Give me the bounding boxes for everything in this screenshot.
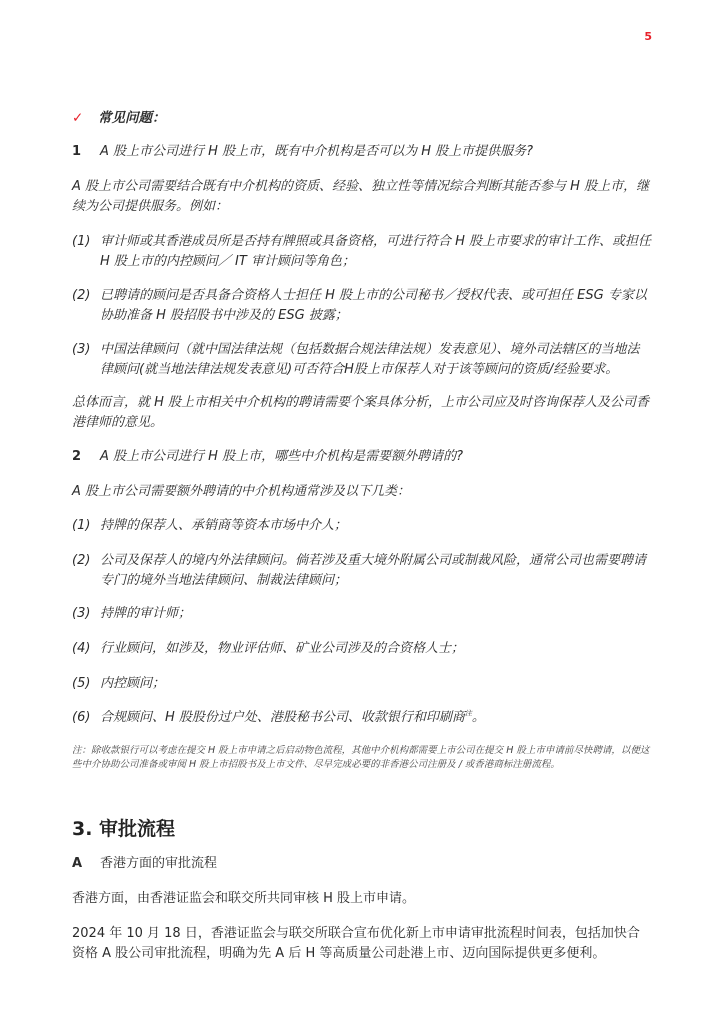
footnote: 注：除收款银行可以考虑在提交 H 股上市申请之后启动物色流程，其他中介机构都需要上市公司在提交 H 股上市申请前尽快聘请，以便这些中介协助公司准备或审阅 H 股上市招股书及上市文件、尽早完成必要的非香港公司注册及 / 或香港商标注册流程。	[72, 745, 650, 770]
item-number: (4)	[72, 641, 91, 656]
faq-heading-text: 常见问题：	[98, 110, 166, 126]
answer-2-item-6	[72, 708, 652, 728]
item-number: (1)	[72, 234, 91, 249]
item-number: (5)	[72, 676, 91, 691]
answer-1-item-2	[72, 286, 652, 326]
question-2-text: A 股上市公司进行 H 股上市，哪些中介机构是需要额外聘请的?	[100, 449, 463, 464]
item-text: 公司及保荐人的境内外法律顾问。倘若涉及重大境外附属公司或制裁风险，通常公司也需要聘请专门的境外当地法律顾问、制裁法律顾问；	[100, 553, 647, 588]
answer-1-intro: A 股上市公司需要结合既有中介机构的资质、经验、独立性等情况综合判断其能否参与 H 股上市，继续为公司提供服务。例如：	[72, 179, 650, 214]
item-text: 已聘请的顾问是否具备合资格人士担任 H 股上市的公司秘书／授权代表、或可担任 ESG 专家以协助准备 H 股招股书中涉及的 ESG 披露；	[100, 288, 647, 323]
answer-1-conclusion: 总体而言，就 H 股上市相关中介机构的聘请需要个案具体分析，上市公司应及时咨询保荐人及公司香港律师的意见。	[72, 395, 650, 430]
item-text: 持牌的保荐人、承销商等资本市场中介人；	[100, 518, 348, 533]
item-text: 审计师或其香港成员所是否持有牌照或具备资格，可进行符合 H 股上市要求的审计工作、或担任 H 股上市的内控顾问／ IT 审计顾问等角色；	[100, 234, 652, 269]
item-number: (6)	[72, 710, 91, 725]
page-number: 5	[644, 30, 652, 43]
item-number: (3)	[72, 606, 91, 621]
section-3-paragraph-1: 香港方面，由香港证监会和联交所共同审核 H 股上市申请。	[72, 891, 416, 906]
subsection-a-letter: A	[72, 856, 83, 871]
item-text: 内控顾问；	[100, 676, 166, 691]
answer-2-item-2	[72, 551, 652, 591]
answer-1-item-3	[72, 340, 652, 380]
footnote-marker: 注	[464, 709, 472, 718]
faq-heading	[72, 108, 166, 128]
item-number: (1)	[72, 518, 91, 533]
question-1	[72, 142, 652, 162]
item-number: (2)	[72, 288, 91, 303]
question-1-number: 1	[72, 144, 82, 159]
item-text	[100, 708, 652, 728]
subsection-a-heading	[72, 854, 217, 874]
item-text: 中国法律顾问（就中国法律法规（包括数据合规法律法规）发表意见）、境外司法辖区的当地法律顾问(就当地法律法规发表意见)可否符合H股上市保荐人对于该等顾问的资质/经验要求。	[100, 342, 640, 377]
item-number: (3)	[72, 342, 91, 357]
item-text: 持牌的审计师；	[100, 606, 192, 621]
item-text-main: 合规顾问、H 股股份过户处、港股秘书公司、收款银行和印刷商	[100, 710, 465, 725]
question-1-text: A 股上市公司进行 H 股上市，既有中介机构是否可以为 H 股上市提供服务?	[100, 144, 534, 159]
answer-2-item-1	[72, 516, 652, 536]
answer-2-item-4	[72, 639, 652, 659]
answer-2-intro: A 股上市公司需要额外聘请的中介机构通常涉及以下几类：	[72, 484, 411, 499]
answer-2-item-5	[72, 674, 652, 694]
answer-2-item-3	[72, 604, 652, 624]
answer-1-item-1	[72, 232, 652, 272]
section-3-paragraph-2: 2024 年 10 月 18 日，香港证监会与联交所联合宣布优化新上市申请审批流程时间表，包括加快合资格 A 股公司审批流程，明确为先 A 后 H 等高质量公司赴港上市、迈向国际提供更多便利。	[72, 926, 640, 961]
subsection-a-title: 香港方面的审批流程	[100, 856, 218, 871]
section-3-title: 3. 审批流程	[72, 818, 176, 840]
checkmark-icon: ✓	[72, 110, 84, 126]
question-2-number: 2	[72, 449, 82, 464]
item-number: (2)	[72, 553, 91, 568]
question-2	[72, 447, 652, 467]
item-text: 行业顾问，如涉及，物业评估师、矿业公司涉及的合资格人士；	[100, 641, 465, 656]
item-text-end: 。	[471, 710, 485, 725]
